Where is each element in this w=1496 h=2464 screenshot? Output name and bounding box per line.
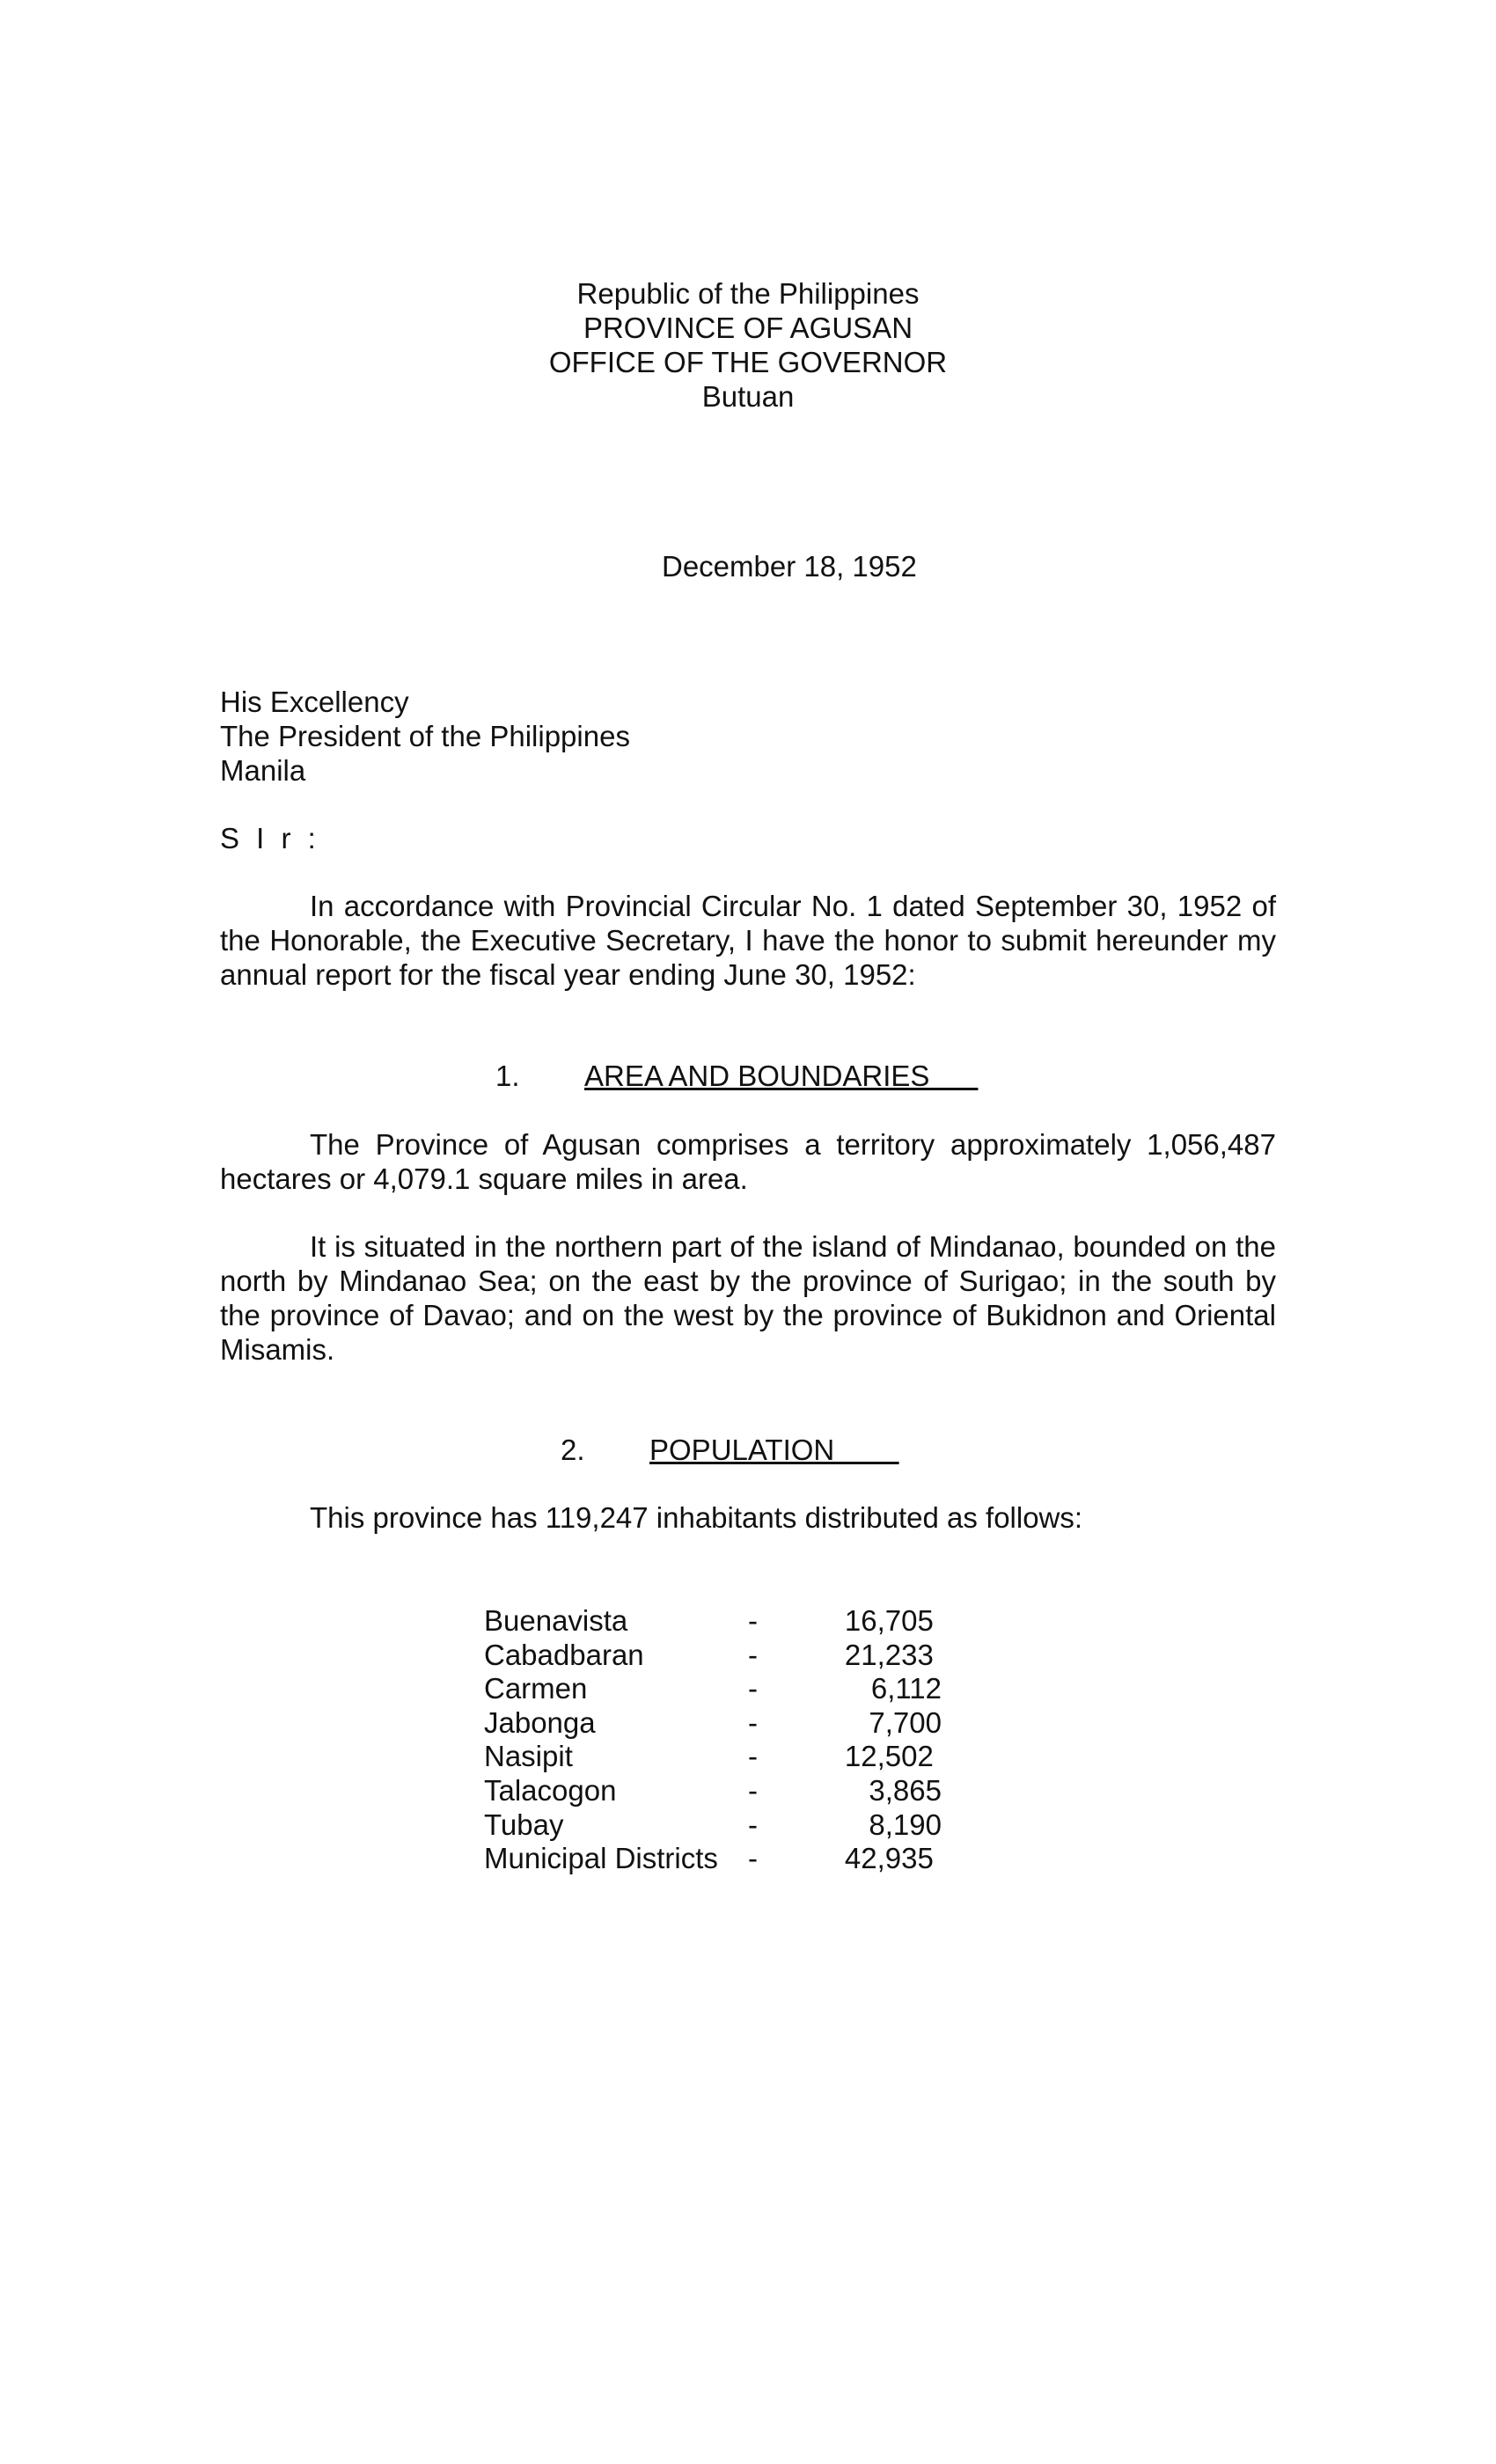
section-number: 1. [495,1060,520,1092]
letterhead-office: OFFICE OF THE GOVERNOR [548,346,948,378]
boundaries-paragraph-text: It is situated in the northern part of the island of Mindanao, bounded on the north by Mindanao Sea; on the east by the province of Surigao; in the south by the province of Davao; and on the west by the province of Bukidnon and Oriental Misamis. [220,1230,1276,1366]
population-value: 42,935 [844,1842,942,1875]
salutation: S I r : [220,822,320,854]
addressee-office: The President of the Philippines [220,720,630,752]
municipality-name: Municipal Districts [484,1842,718,1875]
row-dash: - [748,1808,758,1841]
municipality-name: Cabadbaran [484,1638,644,1671]
addressee-title: His Excellency [220,686,409,718]
table-row [484,1773,942,1808]
table-row [484,1705,942,1740]
area-paragraph-text: The Province of Agusan comprises a territory approximately 1,056,487 hectares or 4,079.1 square miles in area. [220,1128,1276,1195]
table-row [484,1638,942,1672]
municipality-name: Buenavista [484,1604,628,1637]
population-value: 16,705 [844,1604,942,1637]
section-title: AREA AND BOUNDARIES [584,1060,979,1092]
population-table [484,1603,942,1875]
population-intro: This province has 119,247 inhabitants distributed as follows: [310,1501,1083,1534]
municipality-name: Jabonga [484,1705,596,1739]
area-paragraph [220,1127,1276,1196]
municipality-name: Nasipit [484,1740,573,1773]
letterhead-republic: Republic of the Philippines [576,277,920,310]
addressee-city: Manila [220,754,306,787]
population-value: 3,865 [869,1773,942,1807]
municipality-name: Carmen [484,1672,588,1705]
row-dash: - [748,1773,758,1807]
boundaries-paragraph [220,1229,1276,1367]
table-row [484,1603,942,1638]
population-value: 6,112 [870,1672,942,1705]
row-dash: - [748,1638,758,1671]
table-row [484,1841,942,1875]
municipality-name: Tubay [484,1808,564,1841]
population-value: 21,233 [844,1638,942,1671]
municipality-name: Talacogon [484,1773,617,1807]
row-dash: - [748,1672,758,1705]
population-value: 7,700 [869,1705,942,1739]
addressee-block [220,685,630,788]
letterhead-province: PROVINCE OF AGUSAN [583,312,913,344]
table-row [484,1808,942,1842]
population-value: 12,502 [844,1740,942,1773]
intro-paragraph [220,889,1276,992]
intro-paragraph-text: In accordance with Provincial Circular No. 1 dated September 30, 1952 of the Honorable, the Executive Secretary, I have the honor to submit hereunder my annual report for the fiscal year ending June 30, 1952: [220,890,1276,991]
section-title: POPULATION [649,1434,899,1466]
section-number: 2. [561,1434,585,1466]
letterhead-city: Butuan [701,380,795,413]
row-dash: - [748,1740,758,1773]
table-row [484,1671,942,1705]
row-dash: - [748,1604,758,1637]
letterhead [0,276,1496,414]
population-value: 8,190 [869,1808,942,1841]
row-dash: - [748,1705,758,1739]
letter-date: December 18, 1952 [662,550,917,583]
table-row [484,1739,942,1773]
row-dash: - [748,1842,758,1875]
